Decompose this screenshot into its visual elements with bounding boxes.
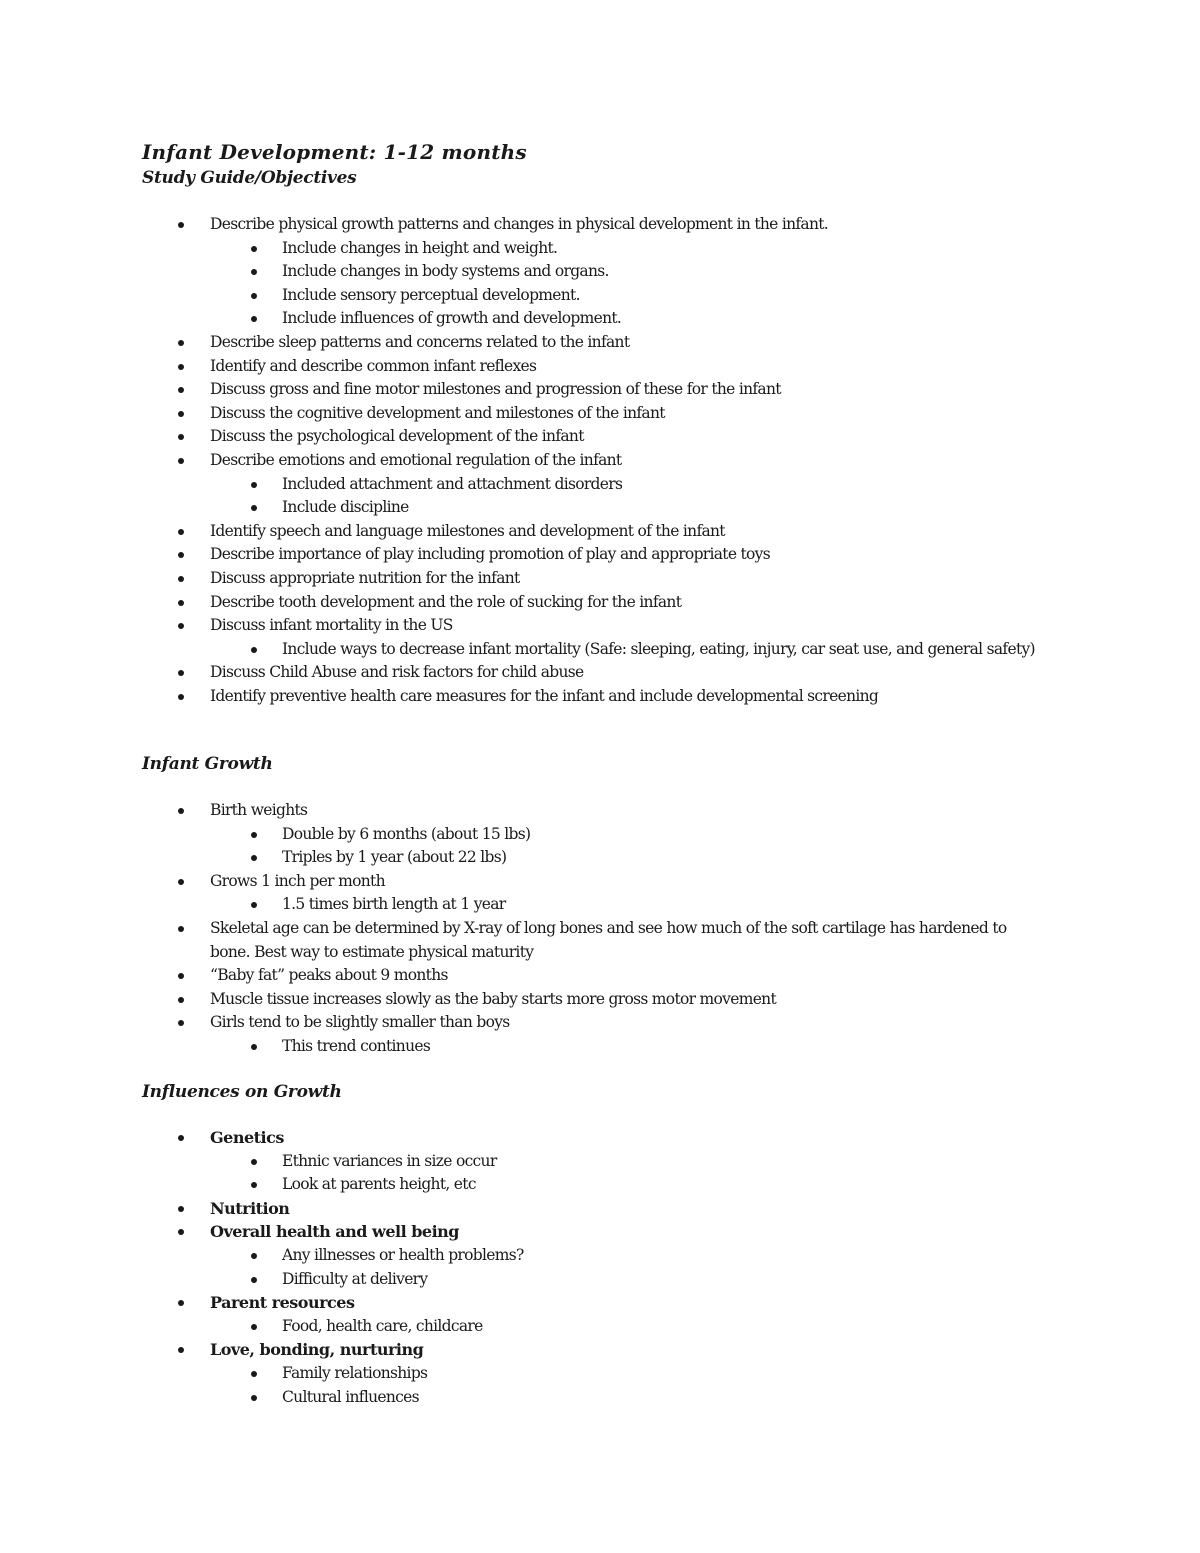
list-item: Genetics: [0, 1126, 1040, 1150]
bullet-icon: [178, 694, 184, 700]
bullet-icon: [178, 387, 184, 393]
objectives-list: [0, 213, 1200, 708]
list-item: Any illnesses or health problems?: [0, 1244, 1042, 1268]
influences-list: [0, 1126, 1200, 1409]
document-title: Infant Development: 1-12 months: [142, 140, 527, 164]
list-item: Discuss Child Abuse and risk factors for child abuse: [0, 661, 1040, 685]
bullet-icon: [251, 1277, 257, 1283]
bullet-icon: [178, 364, 184, 370]
bullet-icon: [178, 808, 184, 814]
list-item: Discuss appropriate nutrition for the infant: [0, 567, 1040, 591]
list-item: Describe importance of play including promotion of play and appropriate toys: [0, 543, 1040, 567]
list-item: Love, bonding, nurturing: [0, 1338, 1040, 1362]
list-item: Discuss the cognitive development and milestones of the infant: [0, 402, 1040, 426]
bullet-icon: [251, 505, 257, 511]
list-item: Include changes in body systems and organs.: [0, 260, 1042, 284]
list-item: Include influences of growth and development.: [0, 307, 1042, 331]
bullet-icon: [178, 1229, 184, 1235]
bullet-icon: [178, 222, 184, 228]
bullet-icon: [251, 269, 257, 275]
bullet-icon: [178, 623, 184, 629]
list-item: Parent resources: [0, 1291, 1040, 1315]
bullet-icon: [251, 293, 257, 299]
bullet-icon: [251, 1159, 257, 1165]
list-item: Girls tend to be slightly smaller than boys: [0, 1011, 1040, 1035]
list-item: Difficulty at delivery: [0, 1268, 1042, 1292]
list-item: Discuss the psychological development of the infant: [0, 425, 1040, 449]
list-item: Include ways to decrease infant mortality (Safe: sleeping, eating, injury, car seat use, and general safety): [0, 638, 1042, 662]
bullet-icon: [178, 576, 184, 582]
list-item: Include changes in height and weight.: [0, 237, 1042, 261]
list-item: Included attachment and attachment disorders: [0, 473, 1042, 497]
list-item: “Baby fat” peaks about 9 months: [0, 964, 1040, 988]
bullet-icon: [178, 411, 184, 417]
growth-list: [0, 799, 1200, 1059]
bullet-icon: [178, 1206, 184, 1212]
list-item: Describe sleep patterns and concerns related to the infant: [0, 331, 1040, 355]
list-item: Cultural influences: [0, 1386, 1042, 1410]
list-item: Skeletal age can be determined by X-ray of long bones and see how much of the soft cartilage has hardened to bone. Best way to estimate physical maturity: [0, 917, 1040, 964]
list-item: Double by 6 months (about 15 lbs): [0, 823, 1042, 847]
bullet-icon: [251, 647, 257, 653]
list-item: Identify and describe common infant reflexes: [0, 355, 1040, 379]
bullet-icon: [178, 1300, 184, 1306]
bullet-icon: [178, 670, 184, 676]
bullet-icon: [251, 482, 257, 488]
bullet-icon: [251, 246, 257, 252]
bullet-icon: [178, 973, 184, 979]
bullet-icon: [251, 1324, 257, 1330]
bullet-icon: [251, 316, 257, 322]
bullet-icon: [251, 1395, 257, 1401]
bullet-icon: [178, 340, 184, 346]
list-item: Look at parents height, etc: [0, 1173, 1042, 1197]
list-item: Overall health and well being: [0, 1220, 1040, 1244]
list-item: Ethnic variances in size occur: [0, 1150, 1042, 1174]
bullet-icon: [251, 832, 257, 838]
bullet-icon: [251, 1044, 257, 1050]
list-item: Identify speech and language milestones and development of the infant: [0, 520, 1040, 544]
list-item: Muscle tissue increases slowly as the baby starts more gross motor movement: [0, 988, 1040, 1012]
list-item: Discuss infant mortality in the US: [0, 614, 1040, 638]
bullet-icon: [251, 855, 257, 861]
document-subtitle: Study Guide/Objectives: [142, 168, 357, 188]
section-heading-influences: Influences on Growth: [142, 1082, 342, 1102]
bullet-icon: [178, 879, 184, 885]
list-item: Include discipline: [0, 496, 1042, 520]
bullet-icon: [251, 1182, 257, 1188]
bullet-icon: [251, 1371, 257, 1377]
bullet-icon: [178, 1347, 184, 1353]
list-item: Include sensory perceptual development.: [0, 284, 1042, 308]
bullet-icon: [178, 1135, 184, 1141]
bullet-icon: [251, 902, 257, 908]
list-item: Describe physical growth patterns and changes in physical development in the infant.: [0, 213, 1040, 237]
list-item: Grows 1 inch per month: [0, 870, 1040, 894]
list-item: This trend continues: [0, 1035, 1042, 1059]
bullet-icon: [178, 600, 184, 606]
list-item: Family relationships: [0, 1362, 1042, 1386]
list-item: Describe tooth development and the role of sucking for the infant: [0, 591, 1040, 615]
bullet-icon: [178, 434, 184, 440]
bullet-icon: [178, 926, 184, 932]
list-item: Describe emotions and emotional regulation of the infant: [0, 449, 1040, 473]
list-item: Birth weights: [0, 799, 1040, 823]
bullet-icon: [178, 529, 184, 535]
bullet-icon: [251, 1253, 257, 1259]
bullet-icon: [178, 1020, 184, 1026]
bullet-icon: [178, 458, 184, 464]
list-item: Identify preventive health care measures for the infant and include developmental screening: [0, 685, 1040, 709]
list-item: Discuss gross and fine motor milestones and progression of these for the infant: [0, 378, 1040, 402]
bullet-icon: [178, 552, 184, 558]
bullet-icon: [178, 997, 184, 1003]
list-item: Triples by 1 year (about 22 lbs): [0, 846, 1042, 870]
section-heading-infant-growth: Infant Growth: [142, 754, 273, 774]
list-item: Food, health care, childcare: [0, 1315, 1042, 1339]
list-item: Nutrition: [0, 1197, 1040, 1221]
list-item: 1.5 times birth length at 1 year: [0, 893, 1042, 917]
